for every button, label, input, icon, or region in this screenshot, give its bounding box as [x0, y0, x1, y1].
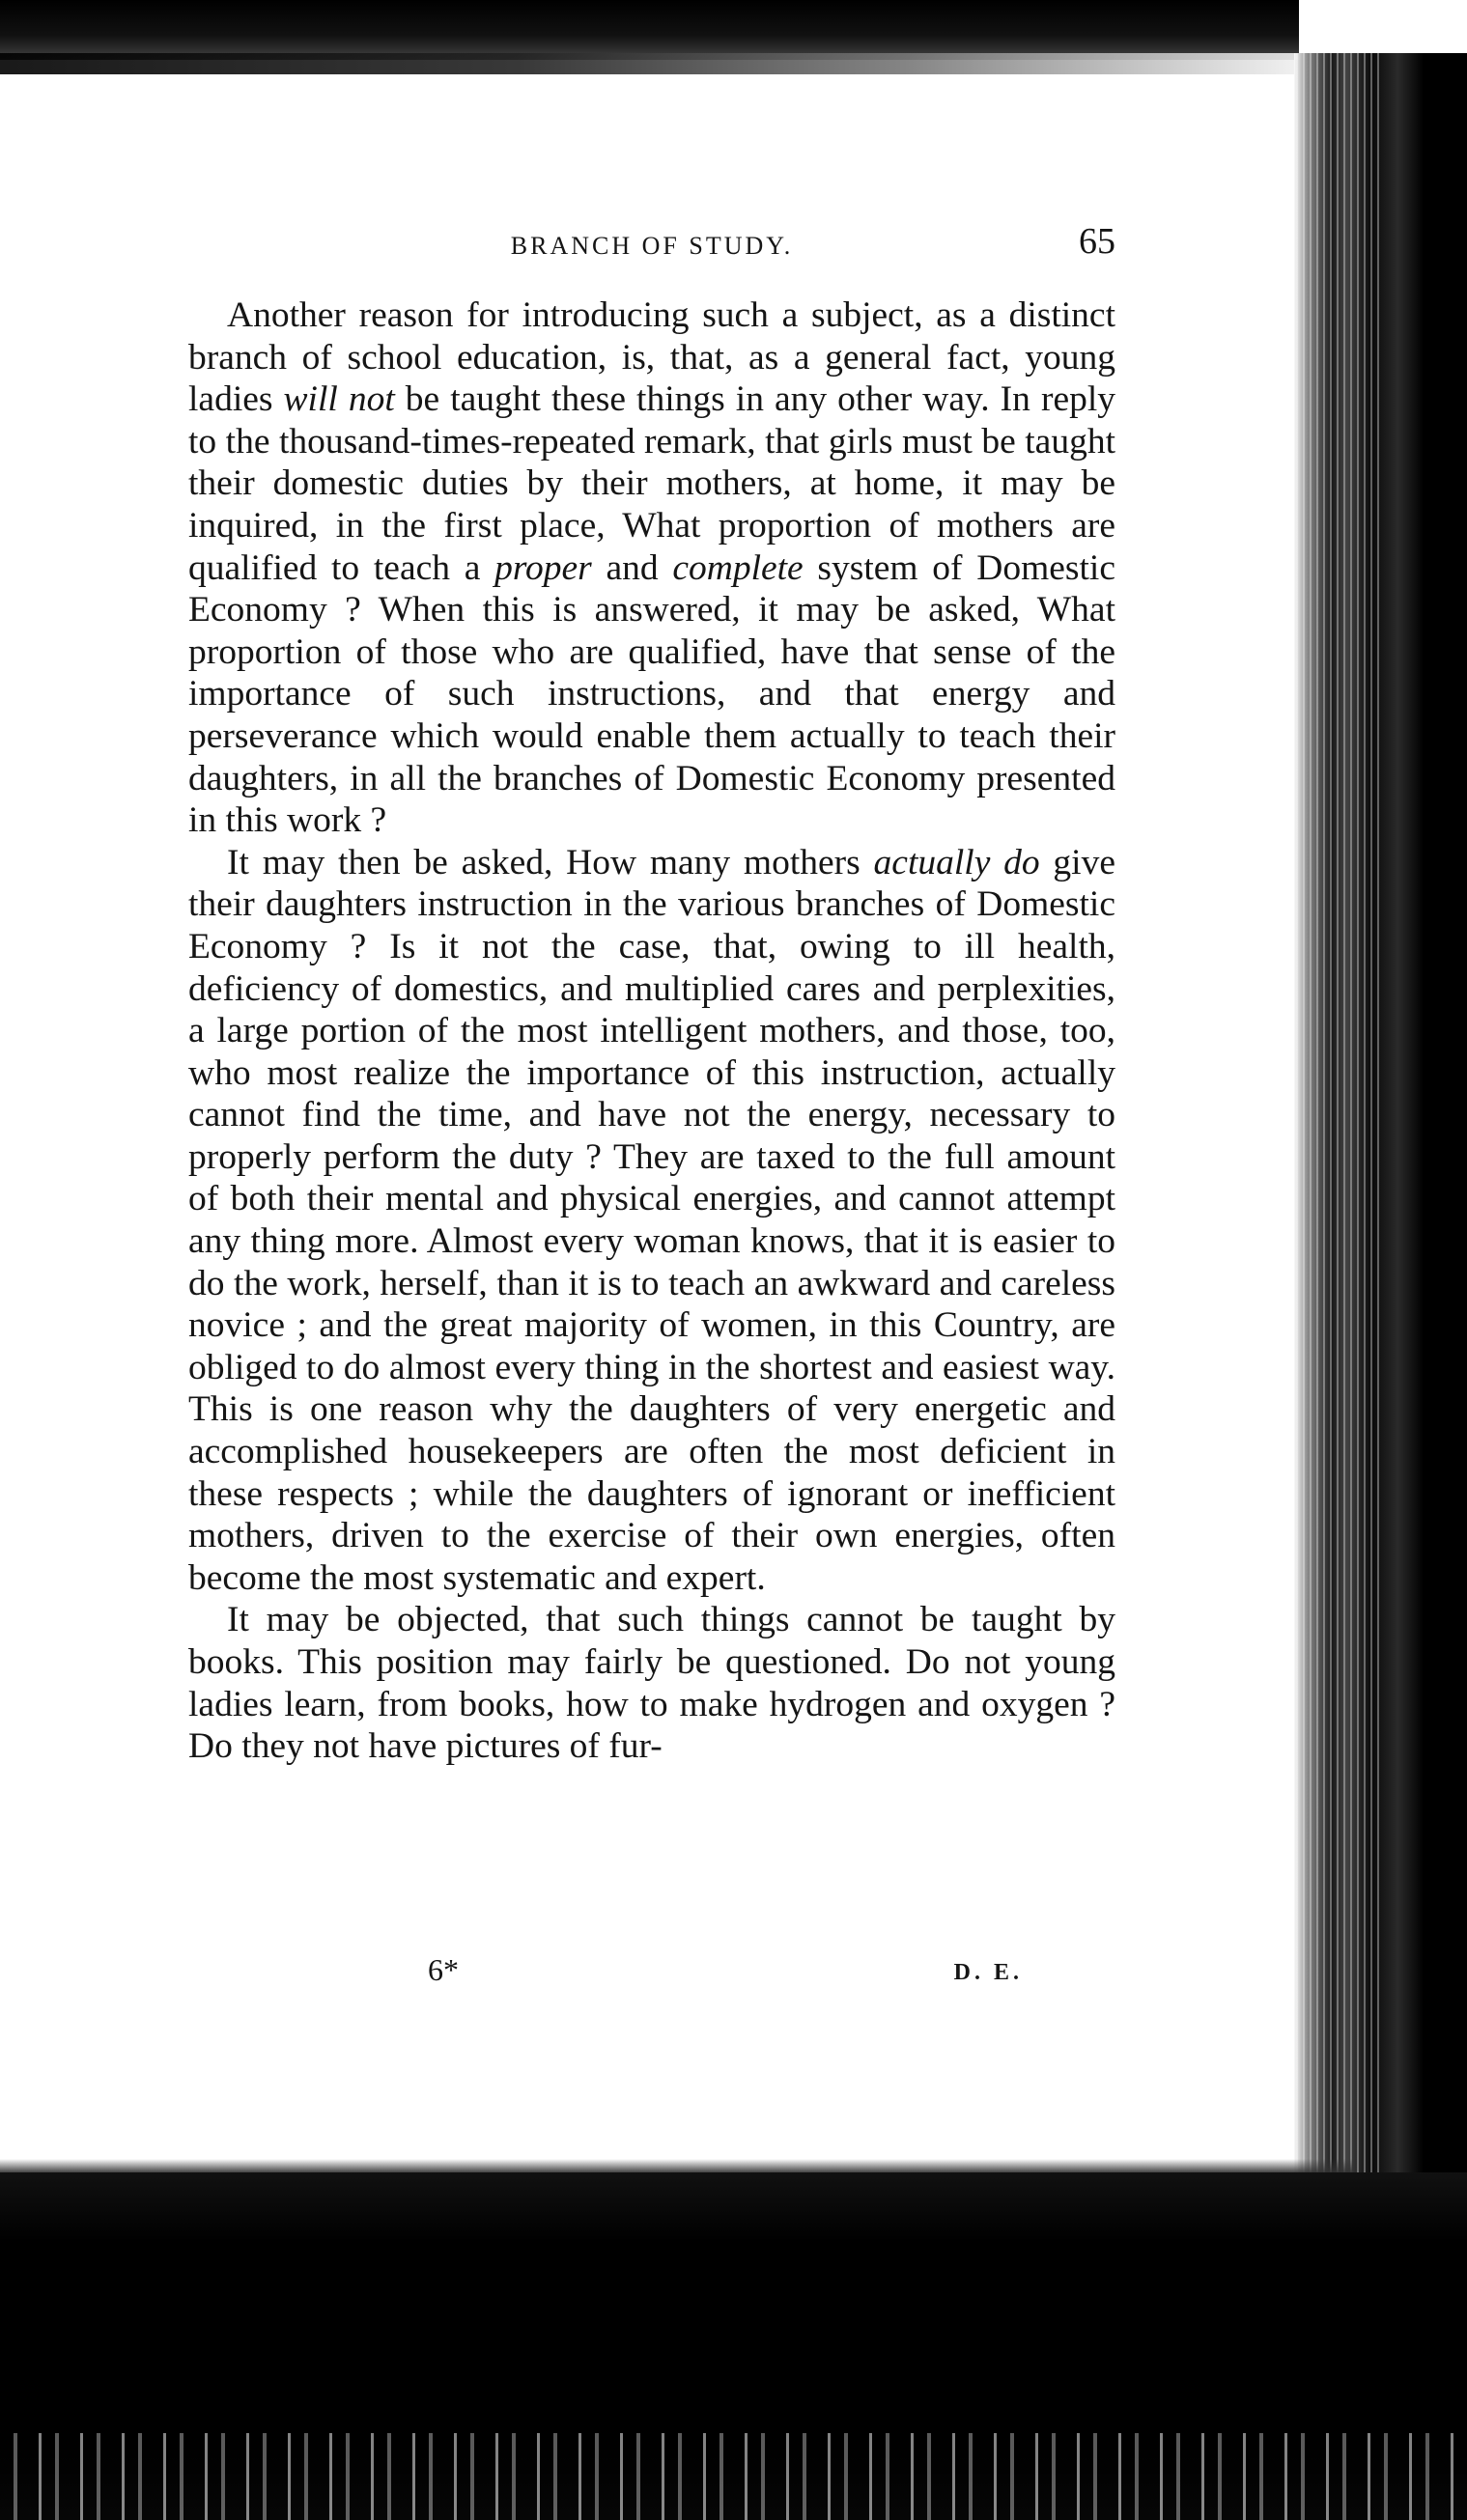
- text-run: It may then be asked, How many mothers: [227, 842, 874, 882]
- volume-mark: D. E.: [953, 1960, 1023, 1985]
- paragraph-3: [188, 1599, 1115, 1767]
- italic-run: proper: [494, 547, 592, 588]
- text-run: and: [591, 547, 673, 588]
- paragraph-2: [188, 842, 1115, 1600]
- page-number: 65: [1079, 221, 1115, 262]
- running-head-title: BRANCH OF STUDY.: [510, 232, 794, 260]
- text-run: be taught these things in any other way. In reply to the thousand-times-repeated remark, that girls must be taught their domestic duties by their mothers, at home, it may be inquired, in the first place, What proportion of mothers are qualified to teach a: [188, 379, 1116, 588]
- scan-top-shadow-fade: [0, 53, 1294, 74]
- text-run: give their daughters instruction in the various branches of Domestic Economy ? Is it not the case, that, owing to ill health, deficiency of domestics, and multiplied cares and perplexities, a large portion of the most intelligent mothers, and those, too, who most realize the importance of this instruction, actually cannot find the time, and have not the energy, necessary to properly perform the duty ? They are taxed to the full amount of both their mental and physical energies, and cannot attempt any thing more. Almost every woman knows, that it is easier to do the work, herself, than it is to teach an awkward and careless novice ; and the great majority of women, in this Country, are obliged to do almost every thing in the shortest and easiest way. This is one reason why the daughters of very energetic and accomplished housekeepers are often the most deficient in these respects ; while the daughters of ignorant or inefficient mothers, driven to the exercise of their own energies, often become the most systematic and expert.: [188, 842, 1115, 1598]
- page-edges: [1296, 53, 1383, 2235]
- body-text: [188, 294, 1115, 1768]
- running-head: [188, 220, 1115, 278]
- text-run: It may be objected, that such things cannot be taught by books. This position may fairly be questioned. Do not young ladies learn, from books, how to make hydrogen and oxygen ? Do they not have pictures of fur-: [188, 1600, 1115, 1767]
- signature-mark: 6*: [428, 1952, 459, 1987]
- italic-run: actually do: [873, 842, 1040, 882]
- scan-bottom-noise: [0, 2433, 1467, 2520]
- text-run: Another reason for introducing such a subject, as a distinct branch of school education, is, that, as a general fact, young ladies: [188, 295, 1115, 420]
- paragraph-1: [188, 294, 1115, 842]
- italic-run: complete: [672, 547, 804, 588]
- italic-run: will not: [283, 379, 395, 420]
- text-run: system of Domestic Economy ? When this is answered, it may be asked, What proportion of those who are qualified, have that sense of the importance of such instructions, and that energy and perseverance which would enable them actually to teach their daughters, in all the branches of Domestic Economy presented in this work ?: [188, 547, 1115, 841]
- page-footer: [188, 1952, 1115, 2001]
- scan-top-shadow: [0, 0, 1299, 60]
